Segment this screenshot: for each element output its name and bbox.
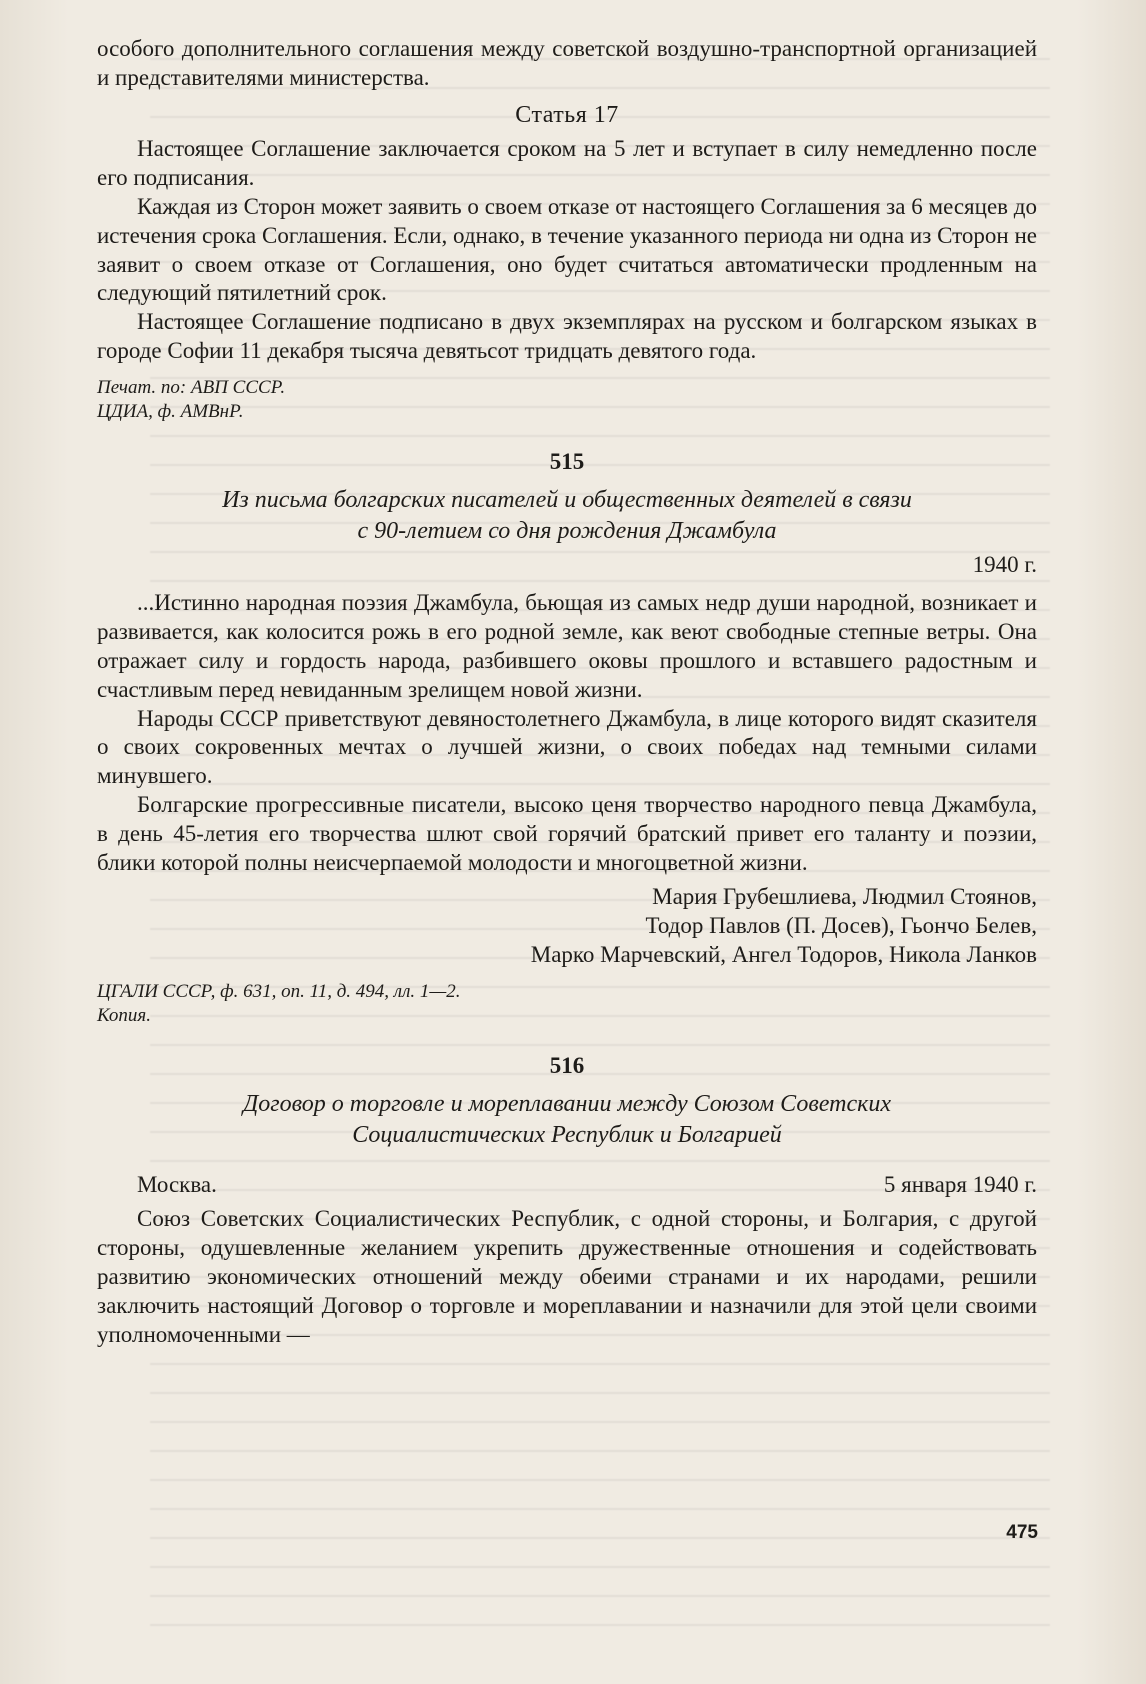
source-note-514	[97, 376, 1037, 424]
document-title-515	[97, 485, 1037, 547]
continuation-paragraph: особого дополнительного соглашения между советской воздушно-транспортной организацией и представителями министерства.	[97, 36, 1037, 90]
document-date: 5 января 1940 г.	[883, 1171, 1037, 1197]
document-number-516: 516	[549, 1052, 585, 1078]
article-paragraph: Каждая из Сторон может заявить о своем отказе от настоящего Соглашения за 6 месяцев до истечения срока Соглашения. Если, однако, в течение указанного периода ни одна из Сторон не заявит о своем отказе от Соглашения, оно будет считаться автоматически продленным на следующий пятилетний срок.	[97, 193, 1037, 306]
title-line: Договор о торговле и мореплавании между Союзом Советских	[243, 1090, 891, 1117]
signer-line: Марко Марчевский, Ангел Тодоров, Никола Ланков	[530, 941, 1037, 967]
article-paragraph: Настоящее Соглашение заключается сроком на 5 лет и вступает в силу немедленно после его подписания.	[97, 136, 1037, 191]
signatories	[97, 883, 1037, 969]
page-number: 475	[1006, 1522, 1038, 1543]
source-line: ЦГАЛИ СССР, ф. 631, оп. 11, д. 494, лл. 1—2.	[97, 980, 461, 1002]
place-and-date-516	[97, 1171, 1037, 1200]
document-place: Москва.	[137, 1171, 217, 1197]
title-line: Социалистических Республик и Болгарией	[352, 1121, 782, 1148]
text-column	[97, 35, 1037, 1349]
letter-paragraph: Болгарские прогрессивные писатели, высоко ценя творчество народного певца Джамбула, в день 45-летия его творчества шлют свой горячий братский привет его таланту и поэзии, блики которой полны неисчерпаемой молодости и многоцветной жизни.	[97, 791, 1037, 875]
letter-paragraph: Народы СССР приветствуют девяностолетнего Джамбула, в лице которого видят сказителя о своих сокровенных мечтах о лучшей жизни, о своих победах над темными силами минувшего.	[97, 705, 1037, 789]
source-note-515	[97, 980, 1037, 1028]
source-line: Копия.	[97, 1004, 151, 1026]
title-line: Из письма болгарских писателей и общественных деятелей в связи	[222, 486, 912, 513]
signer-line: Тодор Павлов (П. Досев), Гьончо Белев,	[645, 913, 1037, 939]
letter-paragraph: ...Истинно народная поэзия Джамбула, бьющая из самых недр души народной, возникает и развивается, как колосится рожь в его родной земле, как веют свободные степные ветры. Она отражает силу и гордость народа, разбившего оковы прошлого и вставшего радостным и счастливым перед невиданным зрелищем новой жизни.	[97, 590, 1037, 702]
document-title-516	[97, 1089, 1037, 1151]
article-paragraph: Настоящее Соглашение подписано в двух экземплярах на русском и болгарском языках в городе Софии 11 декабря тысяча девятьсот тридцать девятого года.	[97, 309, 1037, 363]
article-title: Статья 17	[515, 101, 619, 128]
document-date-515: 1940 г.	[972, 551, 1037, 577]
source-line: ЦДИА, ф. АМВнР.	[97, 400, 244, 422]
signer-line: Мария Грубешлиева, Людмил Стоянов,	[652, 884, 1037, 910]
treaty-paragraph: Союз Советских Социалистических Республик, с одной стороны, и Болгария, с другой стороны, одушевленные желанием укрепить дружественные отношения и содействовать развитию экономических отношений между обеими странами и их народами, решили заключить настоящий Договор о торговле и мореплавании и назначили для этой цели своими уполномоченными —	[97, 1206, 1037, 1347]
document-number-515: 515	[549, 448, 585, 474]
title-line: с 90-летием со дня рождения Джамбула	[357, 517, 777, 544]
source-line: Печат. по: АВП СССР.	[97, 376, 286, 398]
